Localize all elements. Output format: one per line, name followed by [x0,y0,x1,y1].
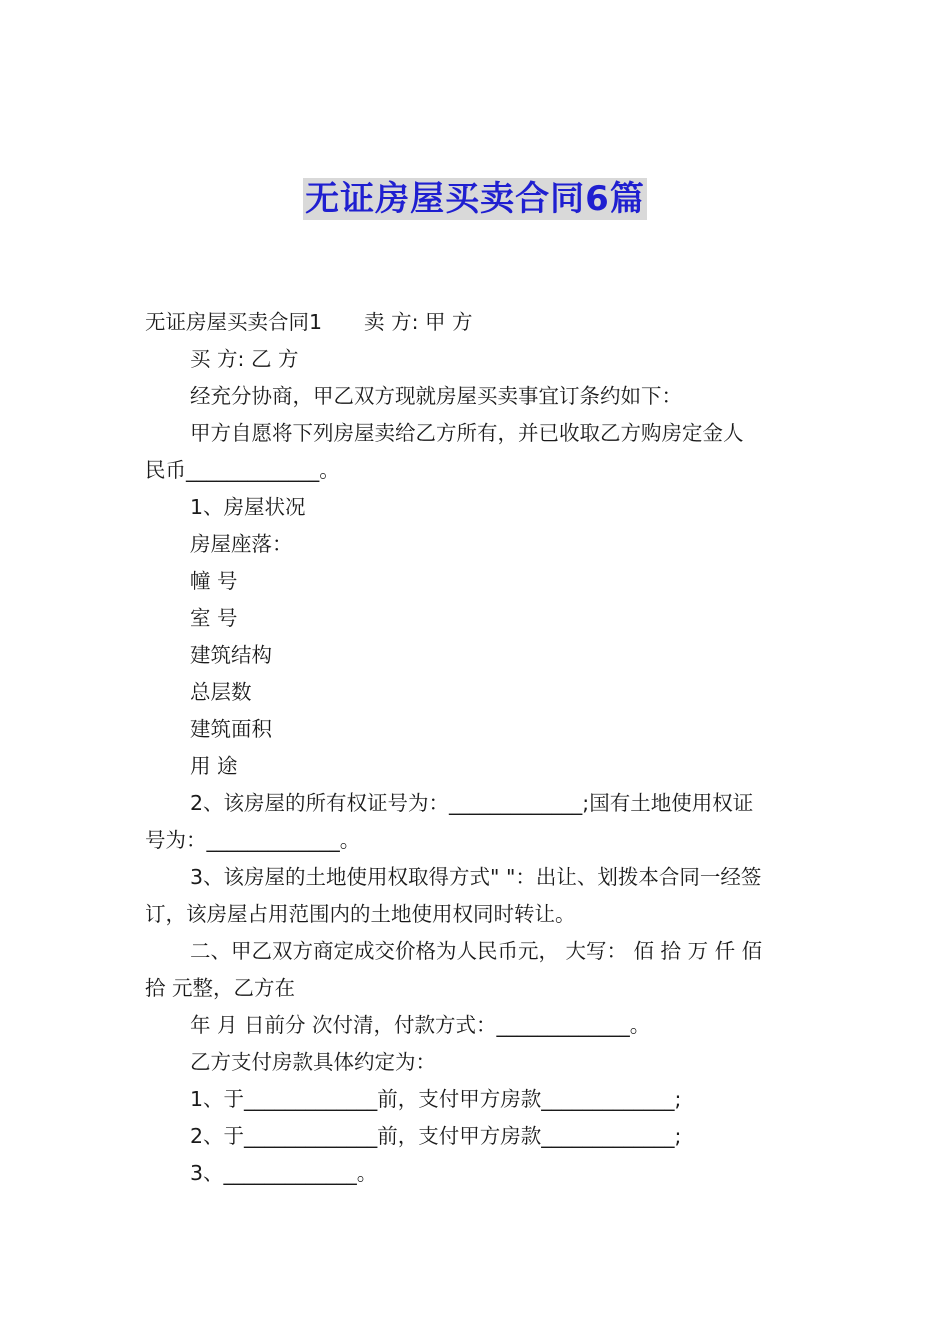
house-total-floors: 总层数 [190,680,252,704]
section-2-line-1: 2、该房屋的所有权证号为：_____________;国有土地使用权证 [190,791,754,815]
heading-line [145,304,807,341]
section-3-line-2: 订，该房屋占用范围内的土地使用权同时转让。 [145,902,576,926]
payment-line: 年 月 日前分 次付清，付款方式：_____________。 [190,1013,651,1037]
title-container [0,178,950,220]
document-body [145,304,807,1192]
price-line-1: 二、甲乙双方商定成交价格为人民币元， 大写： 佰 拾 万 仟 佰 [190,939,763,963]
section-1-title: 1、房屋状况 [190,495,306,519]
payment-detail-title: 乙方支付房款具体约定为： [190,1050,436,1074]
price-line-2: 拾 元整，乙方在 [145,976,296,1000]
document-title: 无证房屋买卖合同6篇 [305,179,645,219]
section-2-line-2: 号为：_____________。 [145,828,361,852]
deposit-line-1: 甲方自愿将下列房屋卖给乙方所有，并已收取乙方购房定金人 [190,421,744,445]
deposit-line-2: 民币_____________。 [145,458,340,482]
contract-heading: 无证房屋买卖合同1 [145,310,323,334]
house-room-number: 室 号 [190,606,238,630]
payment-item-1: 1、于_____________前，支付甲方房款_____________; [190,1087,682,1111]
seller-line: 卖 方: 甲 方 [364,310,473,334]
intro-paragraph: 经充分协商，甲乙双方现就房屋买卖事宜订条约如下： [190,384,682,408]
buyer-line: 买 方: 乙 方 [190,347,299,371]
payment-item-3: 3、_____________。 [190,1161,378,1185]
house-building-number: 幢 号 [190,569,238,593]
house-structure: 建筑结构 [190,643,272,667]
house-usage: 用 途 [190,754,238,778]
house-location: 房屋座落： [190,532,293,556]
section-3-line-1: 3、该房屋的土地使用权取得方式" "：出让、划拨本合同一经签 [190,865,762,889]
payment-item-2: 2、于_____________前，支付甲方房款_____________; [190,1124,682,1148]
house-area: 建筑面积 [190,717,272,741]
